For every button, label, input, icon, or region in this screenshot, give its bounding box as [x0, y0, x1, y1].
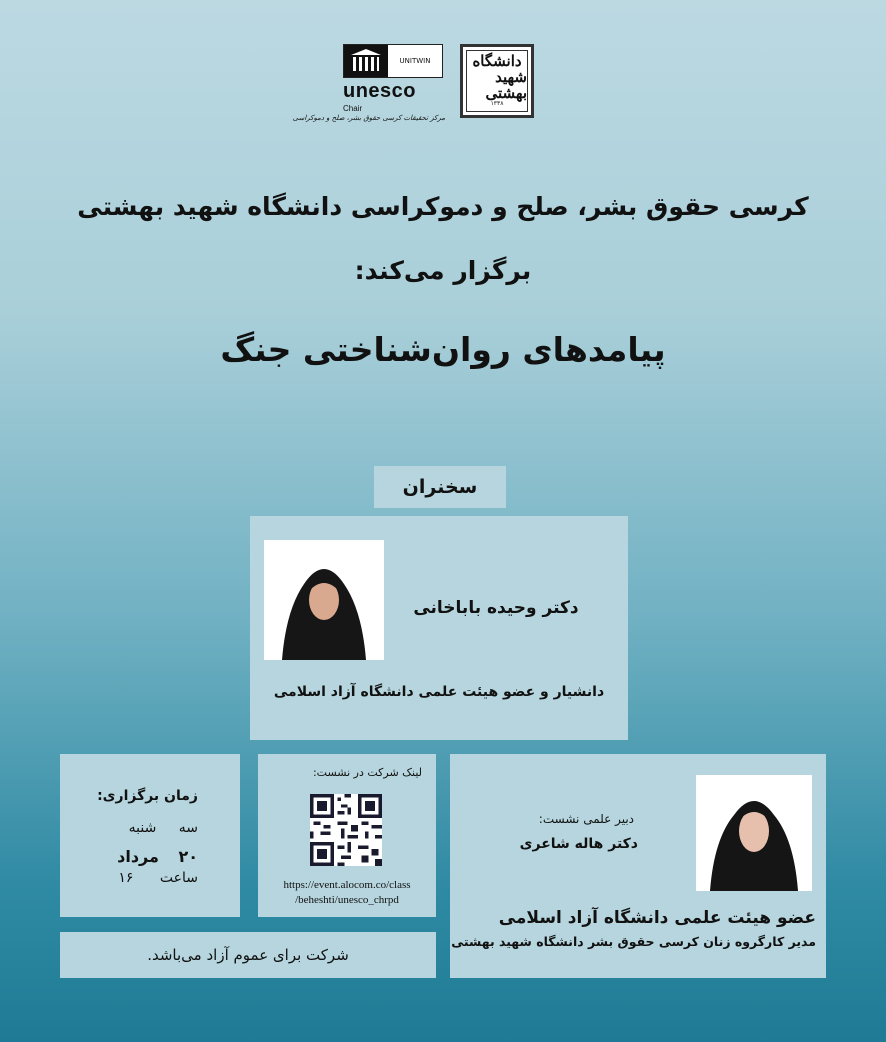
temple-icon: [344, 45, 388, 77]
speaker-name: دکتر وحیده باباخانی: [413, 598, 579, 618]
schedule-card: [60, 754, 240, 917]
moderator-name: دکتر هاله شاعری: [519, 836, 638, 852]
schedule-day: سه شنبه: [128, 820, 198, 836]
schedule-date: ۲۰ مرداد: [117, 847, 198, 866]
schedule-label: زمان برگزاری:: [97, 788, 198, 804]
unesco-chair-label: Chair: [343, 104, 363, 113]
moderator-secondary-role: مدیر کارگروه زنان کرسی حقوق بشر دانشگاه شهید بهشتی: [451, 934, 816, 949]
hosts-heading: برگزار می‌کند:: [354, 256, 532, 285]
sbu-logo-year: ۱۳۳۸: [490, 100, 504, 108]
unesco-tagline: مرکز تحقیقات کرسی حقوق بشر، صلح و دموکراسی: [292, 114, 445, 122]
speaker-affiliation: دانشیار و عضو هیئت علمی دانشگاه آزاد اسلامی: [273, 684, 605, 700]
schedule-hour: ساعت ۱۶: [118, 870, 198, 886]
sbu-logo-line1: دانشگاه: [472, 52, 522, 71]
unitwin-mark: UNITWIN: [388, 45, 442, 77]
public-notice: شرکت برای عموم آزاد می‌باشد.: [60, 932, 436, 978]
speaker-card: [250, 516, 628, 740]
unesco-chair-logo: [292, 44, 445, 130]
event-title: پیامدهای روان‌شناختی جنگ: [220, 330, 666, 369]
moderator-role-label: دبیر علمی نشست:: [538, 812, 634, 826]
shahid-beheshti-logo: [460, 44, 534, 118]
speaker-photo: [264, 540, 384, 660]
link-card: [258, 754, 436, 917]
moderator-photo: [696, 775, 812, 891]
organizer-heading: کرسی حقوق بشر، صلح و دموکراسی دانشگاه شهید بهشتی: [77, 192, 809, 221]
event-link[interactable]: [258, 878, 436, 908]
moderator-title: عضو هیئت علمی دانشگاه آزاد اسلامی: [498, 908, 816, 928]
event-link-line2[interactable]: /beheshti/unesco_chrpd: [295, 894, 399, 906]
unesco-emblem: [343, 44, 443, 78]
qr-code-icon[interactable]: [310, 794, 382, 866]
unesco-wordmark: unesco: [343, 80, 417, 102]
event-link-line1[interactable]: https://event.alocom.co/class: [283, 879, 411, 891]
moderator-card: [450, 754, 826, 978]
speakers-label: سخنران: [374, 466, 506, 508]
link-label: لینک شرکت در نشست:: [312, 766, 422, 779]
sbu-logo-line2: شهید بهشتی: [485, 67, 527, 102]
